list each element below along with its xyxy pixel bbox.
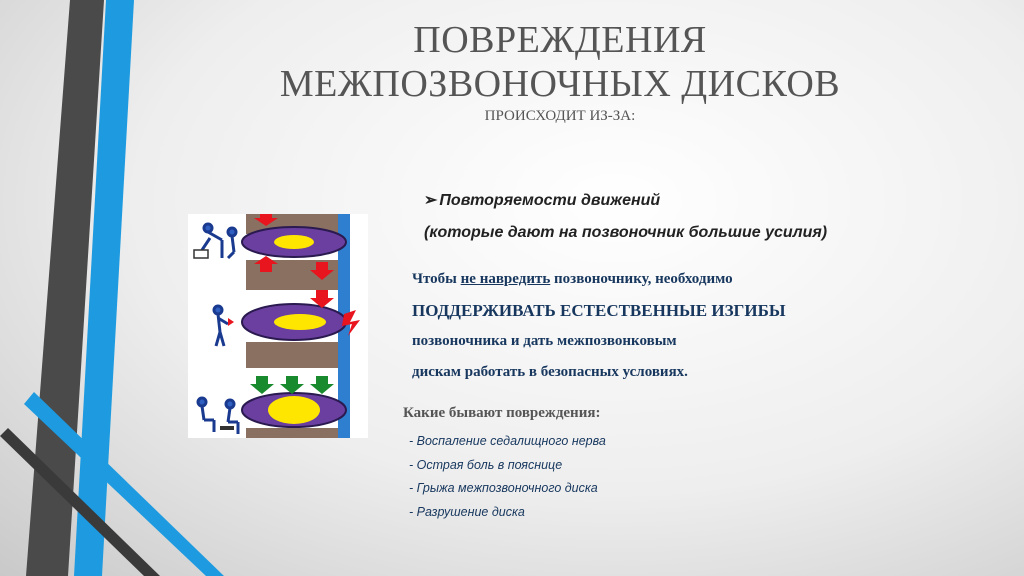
advice-line-4: дискам работать в безопасных условиях.	[412, 364, 688, 380]
nucleus-3	[268, 396, 320, 424]
list-item: - Грыжа межпозвоночного диска	[409, 481, 598, 495]
list-item: - Острая боль в пояснице	[409, 457, 563, 472]
cause-bullet	[424, 190, 660, 210]
damage-heading: Какие бывают повреждения:	[403, 405, 601, 421]
slide-subtitle: ПРОИСХОДИТ ИЗ-ЗА:	[484, 108, 636, 124]
spine-discs-picture	[188, 214, 368, 438]
advice-line-3: позвоночника и дать межпозвонковым	[412, 333, 677, 349]
figure-back-pain-icon	[214, 306, 234, 346]
slide-title	[170, 18, 950, 106]
cause-detail: (которые дают на позвоночник большие усилия)	[424, 224, 828, 241]
arrow-bullet-icon: ➢	[424, 192, 438, 209]
green-arrow-down-icon	[280, 376, 304, 394]
advice-block	[412, 264, 786, 388]
advice-line-1	[412, 264, 786, 295]
list-item: - Разрушение диска	[409, 504, 525, 519]
vertebra	[246, 342, 348, 368]
vertebra	[246, 428, 348, 438]
advice-line-2: ПОДДЕРЖИВАТЬ ЕСТЕСТВЕННЫЕ ИЗГИБЫ	[412, 301, 786, 320]
figure-sitting-icon	[198, 398, 238, 434]
spine-illustration	[188, 214, 368, 438]
green-arrow-down-icon	[310, 376, 334, 394]
advice-underlined: не навредить	[460, 271, 551, 287]
damage-list	[409, 430, 606, 524]
cause-text: Повторяемости движений	[439, 192, 661, 209]
nucleus-1	[274, 235, 314, 249]
figure-lifting-icon	[194, 224, 236, 258]
title-line-1: ПОВРЕЖДЕНИЯ	[413, 19, 707, 61]
title-line-2: МЕЖПОЗВОНОЧНЫХ ДИСКОВ	[279, 63, 841, 105]
advice-rest: позвоночнику, необходимо	[554, 271, 733, 287]
advice-prefix: Чтобы	[412, 271, 457, 287]
nucleus-2	[274, 314, 326, 330]
list-item: - Воспаление седалищного нерва	[409, 434, 606, 448]
green-arrow-down-icon	[250, 376, 274, 394]
